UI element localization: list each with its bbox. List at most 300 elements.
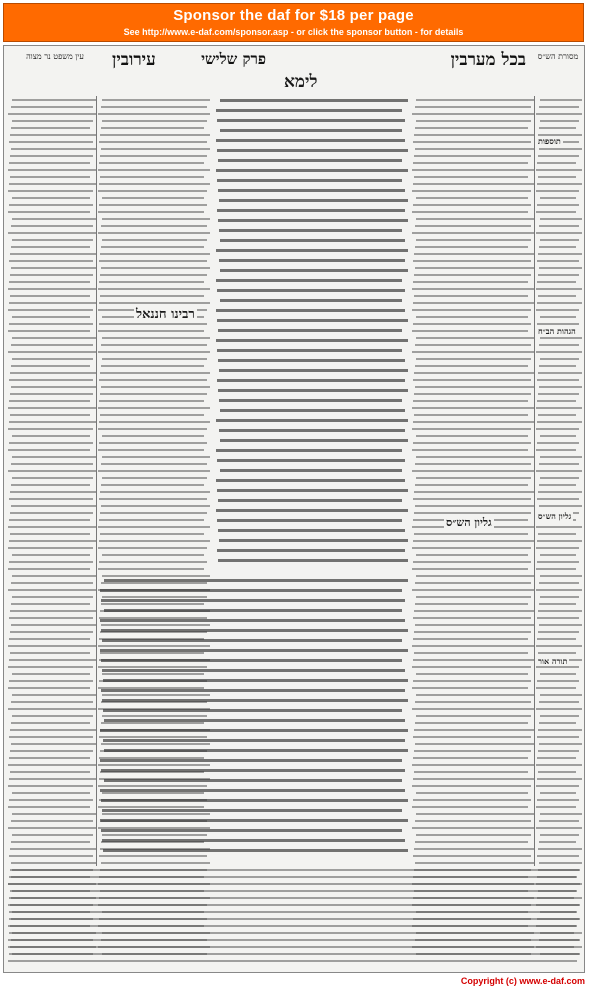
text-line (537, 680, 579, 682)
text-line (101, 689, 405, 692)
text-line (11, 365, 90, 367)
text-line (537, 442, 579, 444)
text-line (9, 953, 580, 955)
sources-note: מסורת הש״ס (537, 52, 579, 61)
text-line (216, 449, 402, 452)
text-line (416, 554, 528, 556)
text-line (536, 113, 582, 115)
text-line (11, 624, 96, 626)
text-line (536, 232, 582, 234)
text-line (415, 106, 531, 108)
text-line (540, 197, 576, 199)
text-line (538, 652, 576, 654)
text-line (540, 834, 579, 836)
text-line (216, 109, 402, 112)
text-lines (8, 96, 96, 956)
text-line (218, 499, 402, 502)
text-line (102, 120, 207, 122)
text-line (537, 183, 582, 185)
text-line (100, 491, 210, 493)
text-line (539, 862, 582, 864)
text-line (413, 680, 531, 682)
text-line (12, 869, 580, 871)
text-line (414, 134, 534, 136)
text-line (101, 769, 405, 772)
text-line (101, 344, 207, 346)
text-line (413, 421, 534, 423)
text-line (9, 561, 93, 563)
text-line (414, 176, 528, 178)
text-line (416, 358, 531, 360)
text-line (99, 162, 204, 164)
text-line (217, 319, 408, 322)
text-line (12, 477, 93, 479)
text-line (98, 470, 210, 472)
text-line (217, 489, 408, 492)
text-line (99, 540, 210, 542)
text-line (412, 764, 534, 766)
text-line (220, 439, 408, 442)
text-line (100, 512, 207, 514)
text-line (537, 260, 579, 262)
text-line (100, 619, 405, 622)
text-line (11, 722, 90, 724)
text-line (217, 379, 405, 382)
text-line (416, 673, 528, 675)
text-line (99, 379, 207, 381)
text-line (540, 715, 579, 717)
text-line (538, 253, 582, 255)
text-line (540, 596, 579, 598)
text-line (100, 274, 207, 276)
text-line (412, 806, 528, 808)
text-line (8, 190, 93, 192)
text-line (412, 645, 534, 647)
text-line (536, 785, 579, 787)
text-line (10, 631, 93, 633)
text-line (101, 463, 207, 465)
text-line (101, 127, 204, 129)
text-line (413, 617, 531, 619)
text-line (101, 599, 405, 602)
text-line (12, 575, 96, 577)
text-line (540, 813, 582, 815)
text-line (414, 533, 528, 535)
text-line (539, 841, 576, 843)
text-line (104, 579, 408, 582)
text-line (536, 568, 576, 570)
text-line (101, 829, 402, 832)
text-line (536, 666, 579, 668)
text-line (538, 274, 579, 276)
text-line (101, 862, 210, 864)
text-line (11, 463, 93, 465)
text-line (416, 477, 531, 479)
text-line (98, 449, 204, 451)
text-line (415, 344, 531, 346)
text-line (413, 757, 528, 759)
text-line (413, 855, 531, 857)
text-line (11, 897, 574, 899)
text-line (412, 589, 534, 591)
text-line (101, 386, 210, 388)
text-line (102, 197, 204, 199)
text-line (413, 204, 531, 206)
text-line (101, 225, 207, 227)
text-line (8, 883, 580, 885)
text-line (414, 729, 534, 731)
text-line (12, 694, 96, 696)
text-line (9, 519, 90, 521)
text-line (10, 274, 93, 276)
text-line (220, 99, 408, 102)
text-line (8, 309, 93, 311)
text-line (415, 862, 534, 864)
text-line (539, 484, 576, 486)
text-line (219, 369, 408, 372)
text-line (536, 309, 579, 311)
text-line (536, 764, 582, 766)
text-line (8, 645, 96, 647)
text-line (9, 932, 574, 934)
text-line (537, 736, 579, 738)
text-line (10, 904, 580, 906)
text-line (216, 279, 402, 282)
text-line (100, 819, 408, 822)
text-line (99, 442, 207, 444)
text-line (12, 316, 90, 318)
text-line (216, 139, 405, 142)
text-line (10, 253, 96, 255)
text-line (414, 631, 531, 633)
text-line (11, 127, 90, 129)
text-line (9, 638, 90, 640)
text-line (414, 155, 531, 157)
text-line (101, 629, 408, 632)
text-line (98, 428, 207, 430)
text-line (412, 470, 534, 472)
text-line (539, 365, 576, 367)
text-line (12, 673, 90, 675)
text-line (10, 491, 96, 493)
text-line (416, 218, 534, 220)
text-line (8, 330, 90, 332)
text-line (537, 162, 576, 164)
text-line (415, 127, 528, 129)
text-line (9, 421, 96, 423)
text-line (538, 610, 582, 612)
text-line (9, 183, 96, 185)
text-line (8, 470, 96, 472)
text-line (99, 519, 204, 521)
text-line (536, 806, 576, 808)
text-line (540, 694, 582, 696)
column-divider (534, 96, 535, 866)
text-line (220, 469, 402, 472)
gemara-column (216, 96, 408, 566)
text-line (8, 589, 96, 591)
text-line (218, 189, 405, 192)
text-line (101, 505, 210, 507)
text-line (100, 372, 210, 374)
text-line (11, 505, 96, 507)
text-line (101, 484, 204, 486)
running-head-tractate: בכל מערבין (450, 50, 526, 70)
margin-label: תוספות (538, 136, 561, 146)
column-divider (96, 96, 97, 866)
text-line (8, 288, 96, 290)
text-line (415, 365, 528, 367)
text-line (537, 204, 579, 206)
text-line (218, 329, 402, 332)
text-line (414, 274, 531, 276)
text-line (538, 176, 576, 178)
text-line (538, 771, 576, 773)
text-line (8, 785, 93, 787)
text-line (8, 449, 90, 451)
text-line (540, 358, 579, 360)
text-line (11, 862, 96, 864)
sponsor-subtitle[interactable]: See http://www.e-daf.com/sponsor.asp - or click the sponsor button - for details (123, 27, 464, 37)
text-line (11, 701, 93, 703)
text-line (536, 449, 576, 451)
text-line (220, 409, 405, 412)
text-line (100, 414, 204, 416)
text-line (8, 708, 96, 710)
text-line (536, 687, 576, 689)
text-line (10, 512, 93, 514)
text-line (538, 750, 579, 752)
text-line (8, 939, 580, 941)
text-line (9, 141, 93, 143)
text-line (540, 477, 579, 479)
text-line (536, 645, 582, 647)
text-line (412, 666, 531, 668)
text-line (537, 421, 582, 423)
text-line (537, 561, 579, 563)
text-line (12, 197, 90, 199)
text-line (216, 509, 408, 512)
text-line (10, 729, 96, 731)
text-line (415, 841, 528, 843)
text-line (416, 575, 534, 577)
text-line (11, 344, 93, 346)
text-line (101, 659, 402, 662)
text-line (413, 302, 534, 304)
text-line (537, 400, 576, 402)
text-line (9, 778, 96, 780)
text-line (101, 799, 408, 802)
text-line (219, 199, 408, 202)
text-line (12, 596, 93, 598)
text-line (8, 526, 96, 528)
text-line (102, 809, 402, 812)
text-line (413, 141, 531, 143)
text-line (8, 113, 96, 115)
text-line (539, 463, 579, 465)
text-line (11, 841, 90, 843)
text-line (412, 785, 531, 787)
text-line (104, 719, 405, 722)
text-line (101, 246, 204, 248)
copyright-link[interactable]: Copyright (c) www.e-daf.com (460, 976, 585, 986)
text-line (9, 736, 93, 738)
text-line (10, 295, 90, 297)
text-line (540, 218, 582, 220)
text-line (9, 323, 93, 325)
text-line (414, 750, 531, 752)
text-line (12, 456, 96, 458)
text-line (11, 106, 93, 108)
text-line (216, 339, 408, 342)
text-line (414, 652, 528, 654)
text-line (539, 148, 582, 150)
text-line (413, 498, 531, 500)
text-line (100, 533, 204, 535)
text-line (219, 539, 408, 542)
text-line (536, 169, 582, 171)
text-line (416, 456, 534, 458)
text-line (537, 799, 579, 801)
text-line (536, 211, 576, 213)
text-lines (8, 866, 580, 968)
text-line (415, 463, 531, 465)
text-line (102, 99, 210, 101)
text-line (539, 820, 579, 822)
text-line (11, 918, 580, 920)
text-line (100, 589, 402, 592)
text-line (538, 155, 579, 157)
text-line (104, 779, 402, 782)
text-line (218, 159, 402, 162)
text-line (9, 162, 90, 164)
text-line (216, 169, 408, 172)
text-line (217, 179, 402, 182)
text-line (540, 792, 576, 794)
text-line (99, 421, 210, 423)
text-line (102, 218, 210, 220)
text-line (219, 229, 402, 232)
text-line (540, 456, 582, 458)
text-line (218, 219, 408, 222)
text-line (219, 399, 402, 402)
text-line (415, 820, 531, 822)
text-line (218, 559, 408, 562)
text-line (416, 99, 534, 101)
text-line (416, 834, 531, 836)
text-line (99, 260, 207, 262)
text-line (103, 709, 402, 712)
text-line (416, 694, 534, 696)
text-line (102, 699, 408, 702)
text-line (99, 204, 207, 206)
text-line (9, 498, 93, 500)
text-line (217, 519, 402, 522)
text-line (220, 269, 408, 272)
text-line (536, 407, 582, 409)
text-line (12, 834, 93, 836)
ein-mishpat-note: עין משפט נר מצוה (26, 52, 84, 61)
text-line (537, 617, 579, 619)
text-line (415, 624, 534, 626)
text-line (414, 848, 534, 850)
text-line (99, 498, 207, 500)
footer (340, 969, 585, 988)
text-line (99, 400, 204, 402)
text-line (12, 792, 90, 794)
sponsor-title[interactable]: Sponsor the daf for $18 per page (173, 7, 414, 24)
text-line (9, 680, 93, 682)
text-line (10, 848, 96, 850)
text-line (102, 477, 207, 479)
text-line (538, 631, 579, 633)
text-line (98, 547, 207, 549)
text-line (99, 302, 210, 304)
text-line (8, 568, 90, 570)
text-line (217, 149, 408, 152)
text-line (216, 419, 408, 422)
text-line (413, 162, 528, 164)
text-line (539, 743, 582, 745)
text-line (8, 666, 93, 668)
text-line (415, 701, 531, 703)
text-line (413, 323, 531, 325)
text-line (539, 106, 579, 108)
text-line (10, 533, 90, 535)
text-line (100, 295, 204, 297)
text-line (98, 211, 204, 213)
text-line (9, 855, 93, 857)
text-line (413, 540, 534, 542)
text-line (413, 281, 528, 283)
text-line (99, 141, 207, 143)
text-line (413, 400, 528, 402)
text-line (536, 526, 582, 528)
text-line (10, 610, 96, 612)
text-line (8, 687, 90, 689)
running-head-folio: עירובין (112, 50, 156, 70)
text-line (8, 351, 96, 353)
text-line (10, 750, 93, 752)
text-line (11, 743, 96, 745)
text-line (412, 351, 534, 353)
text-line (9, 911, 577, 913)
text-line (537, 302, 582, 304)
gilyon-label: גליון הש״ס (446, 516, 492, 529)
text-line (538, 295, 576, 297)
margin-label: גליון הש״ס (538, 511, 572, 521)
text-line (537, 281, 576, 283)
text-line (8, 428, 93, 430)
rashi-label: רבינו חננאל (136, 307, 195, 322)
text-line (540, 554, 576, 556)
text-line (415, 225, 531, 227)
text-line (10, 176, 90, 178)
text-line (102, 358, 207, 360)
text-line (415, 505, 534, 507)
text-line (8, 960, 577, 962)
text-line (540, 239, 579, 241)
sponsor-banner[interactable] (3, 3, 584, 42)
text-line (8, 764, 96, 766)
text-line (100, 176, 204, 178)
text-line (102, 669, 405, 672)
text-line (412, 288, 534, 290)
text-line (12, 890, 577, 892)
text-line (104, 749, 408, 752)
text-line (536, 547, 579, 549)
text-line (540, 99, 582, 101)
